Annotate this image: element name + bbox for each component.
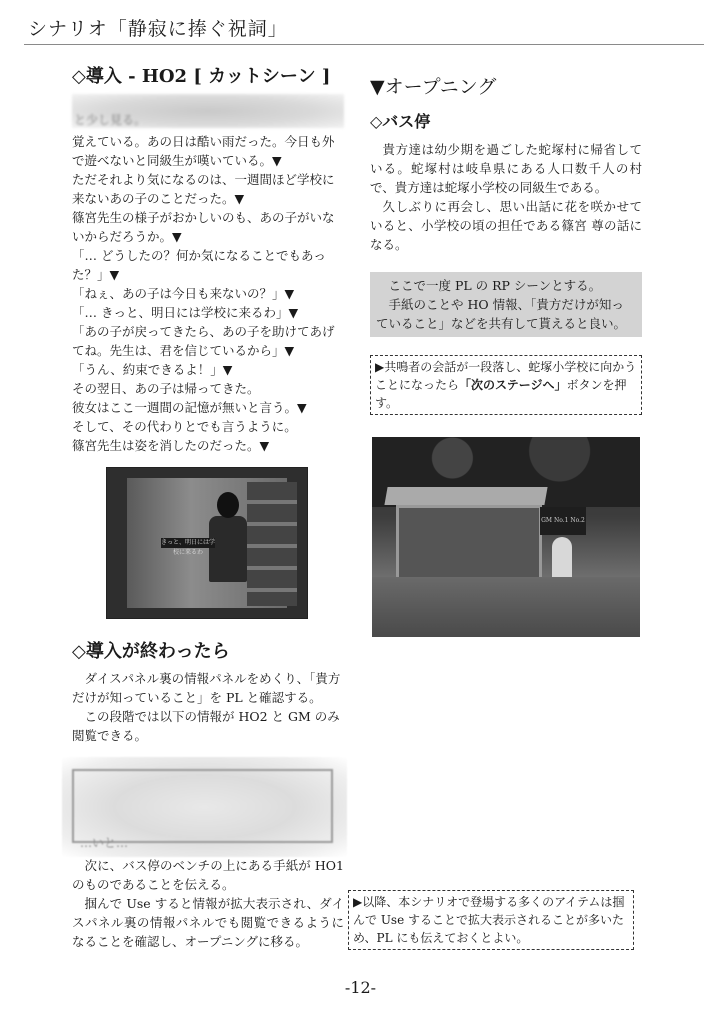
after-intro-para: この段階では以下の情報が HO2 と GM のみ閲覧できる。: [72, 709, 340, 743]
cutscene-line: そして、その代わりとでも言うように。: [72, 419, 297, 434]
opening-para: 久しぶりに再会し、思い出話に花を咲かせていると、小学校の頃の担任である篠宮 尊の話になる。: [370, 199, 642, 252]
character-head: [217, 492, 239, 518]
busstop-heading: ◇バス停: [370, 112, 431, 131]
cutscene-line: 篠宮先生の様子がおかしいのも、あの子がいないからだろうか。▼: [72, 210, 335, 244]
info-panel-frame: [72, 769, 333, 843]
blurred-info-panel: [62, 757, 347, 857]
road: [372, 577, 640, 637]
page-header: [24, 10, 704, 45]
intro-ho2-heading: ◇導入 - HO2 [ カットシーン ]: [72, 66, 331, 87]
after-intro-heading: ◇導入が終わったら: [72, 641, 230, 662]
next-stage-button-name: 「次のステージへ」: [459, 378, 567, 392]
page-number: -12-: [344, 978, 377, 997]
cutscene-line: 「うん、約束できるよ！」▼: [72, 362, 233, 377]
cutscene-line: 「ねぇ、あの子は今日も来ないの？」▼: [72, 286, 295, 301]
cutscene-line: その翌日、あの子は帰ってきた。: [72, 381, 260, 396]
cutscene-line: 覚えている。あの日は酷い雨だった。今日も外で遊べないと同級生が嘆いている。▼: [72, 134, 335, 168]
busstop-board: GM No.1 No.2: [540, 507, 586, 535]
scenario-title: シナリオ「静寂に捧ぐ祝詞」: [28, 18, 288, 40]
opening-para: 貴方達は幼少期を過ごした蛇塚村に帰省している。蛇塚村は岐阜県にある人口数千人の村で、貴方達は蛇塚小学校の同級生である。: [370, 142, 642, 195]
next-stage-note: [370, 355, 642, 415]
cutscene-line: 彼女はここ一週間の記憶が無いと言う。▼: [72, 400, 307, 415]
item-use-note: [348, 890, 634, 950]
busstop-image: [372, 437, 640, 637]
opening-heading: ▼オープニング: [370, 76, 497, 98]
use-para: 掴んで Use すると情報が拡大表示され、ダイスパネル裏の情報パネルでも閲覧できるようになることを確認し、オープニングに移る。: [72, 896, 344, 949]
busstop-shed: [396, 505, 542, 581]
cutscene-line: 篠宮先生は姿を消したのだった。▼: [72, 438, 270, 453]
left-column: [72, 62, 344, 867]
after-intro-para: ダイスパネル裏の情報パネルをめくり、「貴方だけが知っていること」を PL と確認する。: [72, 671, 341, 705]
cutscene-image: [106, 467, 308, 619]
character-body: [209, 516, 247, 582]
right-column: [370, 72, 642, 637]
next-stage-note-text: ▶共鳴者の会話が一段落し、蛇塚小学校に向かうことになったら: [375, 360, 637, 392]
cutscene-line: 「… きっと、明日には学校に来るわ」▼: [72, 305, 299, 320]
cutscene-subtitle: きっと、明日には学校に来るわ: [161, 539, 216, 556]
cutscene-line: 「… どうしたの？何か気になることでもあった？」▼: [72, 248, 326, 282]
rp-note-line: ここで一度 PL の RP シーンとする。: [388, 278, 602, 293]
cutscene-line: ただそれより気になるのは、一週間ほど学校に来ないあの子のことだった。▼: [72, 172, 335, 206]
info-panel-text: …いと…: [80, 836, 129, 850]
busstop-roof: [384, 487, 547, 505]
cutscene-line: 「あの子が戻ってきたら、あの子を助けてあげてね。先生は、君を信じているから」▼: [72, 324, 335, 358]
blurred-text: と少し見る。: [74, 113, 147, 127]
left-bottom-text: [72, 856, 344, 951]
after-intro-section: [72, 637, 344, 857]
blurred-text-block: [72, 94, 344, 128]
rp-note-box: [370, 272, 642, 337]
letter-para: 次に、バス停のベンチの上にある手紙が HO1 のものであることを伝える。: [72, 858, 344, 892]
next-stage-note-tail: ボタンを押す。: [375, 378, 627, 410]
bookshelf: [247, 482, 297, 606]
rp-note-line: 手紙のことや HO 情報、「貴方だけが知っていること」などを共有して貰えると良い。: [376, 297, 627, 331]
item-use-note-text: ▶以降、本シナリオで登場する多くのアイテムは掴んで Use することで拡大表示されることが多いため、PL にも伝えておくとよい。: [353, 895, 625, 945]
